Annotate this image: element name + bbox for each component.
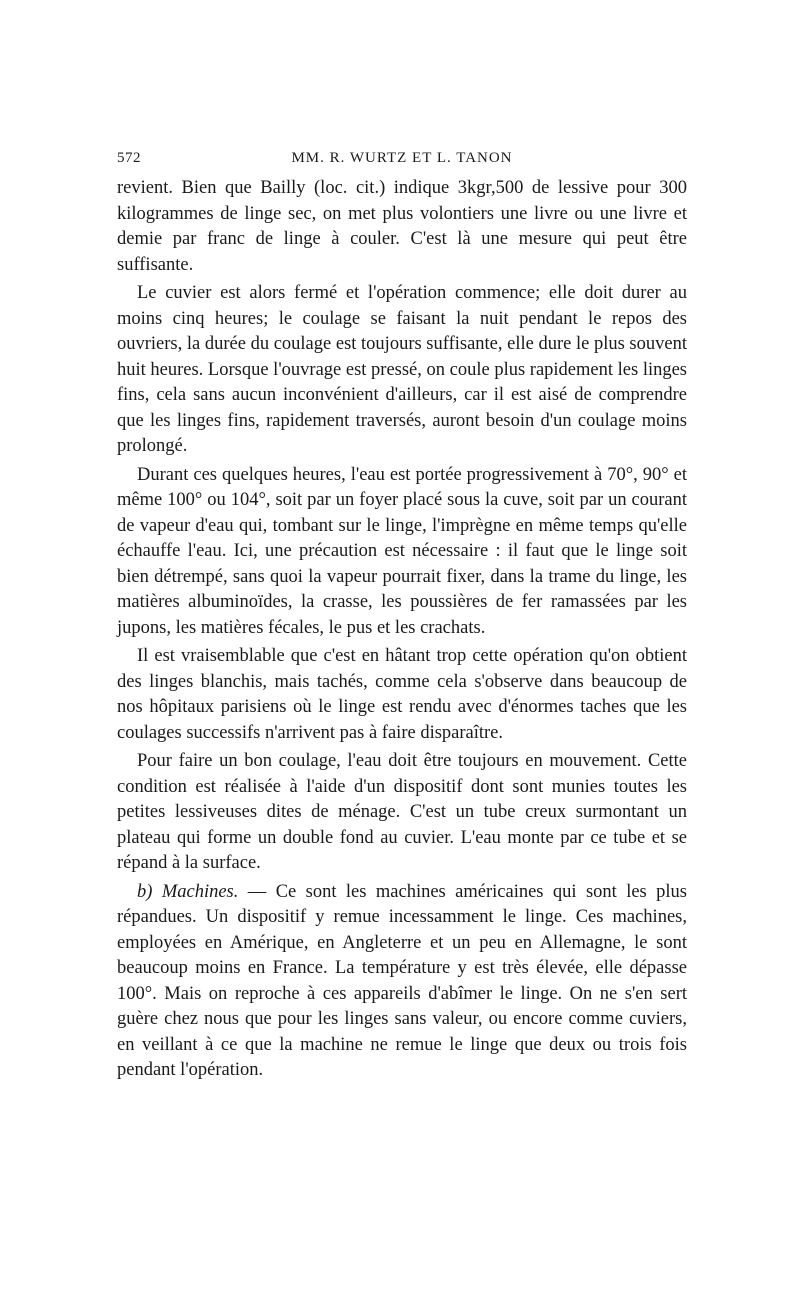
paragraph-1: revient. Bien que Bailly (loc. cit.) indique 3kgr,500 de lessive pour 300 kilogrammes de linge sec, on met plus volontiers une livre ou une livre et demie par franc de linge à couler. C'est là une mesure qui peut être suffisante. xyxy=(117,178,687,275)
paragraph-4: Il est vraisemblable que c'est en hâtant trop cette opération qu'on obtient des linges blanchis, mais tachés, comme cela s'observe dans beaucoup de nos hôpitaux parisiens où le linge est rendu avec d'énormes taches que les coulages successifs n'arrivent pas à faire disparaître. xyxy=(117,646,687,743)
paragraph-5: Pour faire un bon coulage, l'eau doit être toujours en mouvement. Cette condition est réalisée à l'aide d'un dispositif dont sont munies toutes les petites lessiveuses dites de ménage. C'est un tube creux surmontant un plateau qui forme un double fond au cuvier. L'eau monte par ce tube et se répand à la surface. xyxy=(117,751,687,873)
section-label-machines: b) Machines. xyxy=(137,881,239,902)
page-number: 572 xyxy=(117,150,141,166)
paragraph-2: Le cuvier est alors fermé et l'opération commence; elle doit durer au moins cinq heures; le coulage se faisant la nuit pendant le repos des ouvriers, la durée du coulage est toujours suffisante, elle dure le plus souvent huit heures. Lorsque l'ouvrage est pressé, on coule plus rapidement les linges fins, cela sans aucun inconvénient d'ailleurs, car il est aisé de comprendre que les linges fins, rapidement traversés, auront besoin d'un coulage moins prolongé. xyxy=(117,283,688,456)
running-head xyxy=(117,148,687,172)
paragraph-6 xyxy=(117,880,687,1084)
paragraph-3: Durant ces quelques heures, l'eau est portée progressivement à 70°, 90° et même 100° ou 104°, soit par un foyer placé sous la cuve, soit par un courant de vapeur d'eau qui, tombant sur le linge, l'imprègne en même temps qu'elle échauffe l'eau. Ici, une précaution est nécessaire : il faut que le linge soit bien détrempé, sans quoi la vapeur pourrait fixer, dans la trame du linge, les matières albuminoïdes, la crasse, les poussières de fer ramassées par les jupons, les matières fécales, le pus et les crachats. xyxy=(117,464,687,638)
paragraph-6-text: — Ce sont les machines américaines qui sont les plus répandues. Un dispositif y remue incessamment le linge. Ces machines, employées en Amérique, en Angleterre et un peu en Allemagne, le sont beaucoup moins en France. La température y est très élevée, elle dépasse 100°. Mais on reproche à ces appareils d'abîmer le linge. On ne s'en sert guère chez nous que pour les linges sans valeur, ou encore comme cuviers, en veillant à ce que la machine ne remue le linge que deux ou trois fois pendant l'opération. xyxy=(117,881,687,1080)
book-page xyxy=(117,148,687,1084)
header-title: MM. R. WURTZ ET L. TANON xyxy=(291,150,513,166)
